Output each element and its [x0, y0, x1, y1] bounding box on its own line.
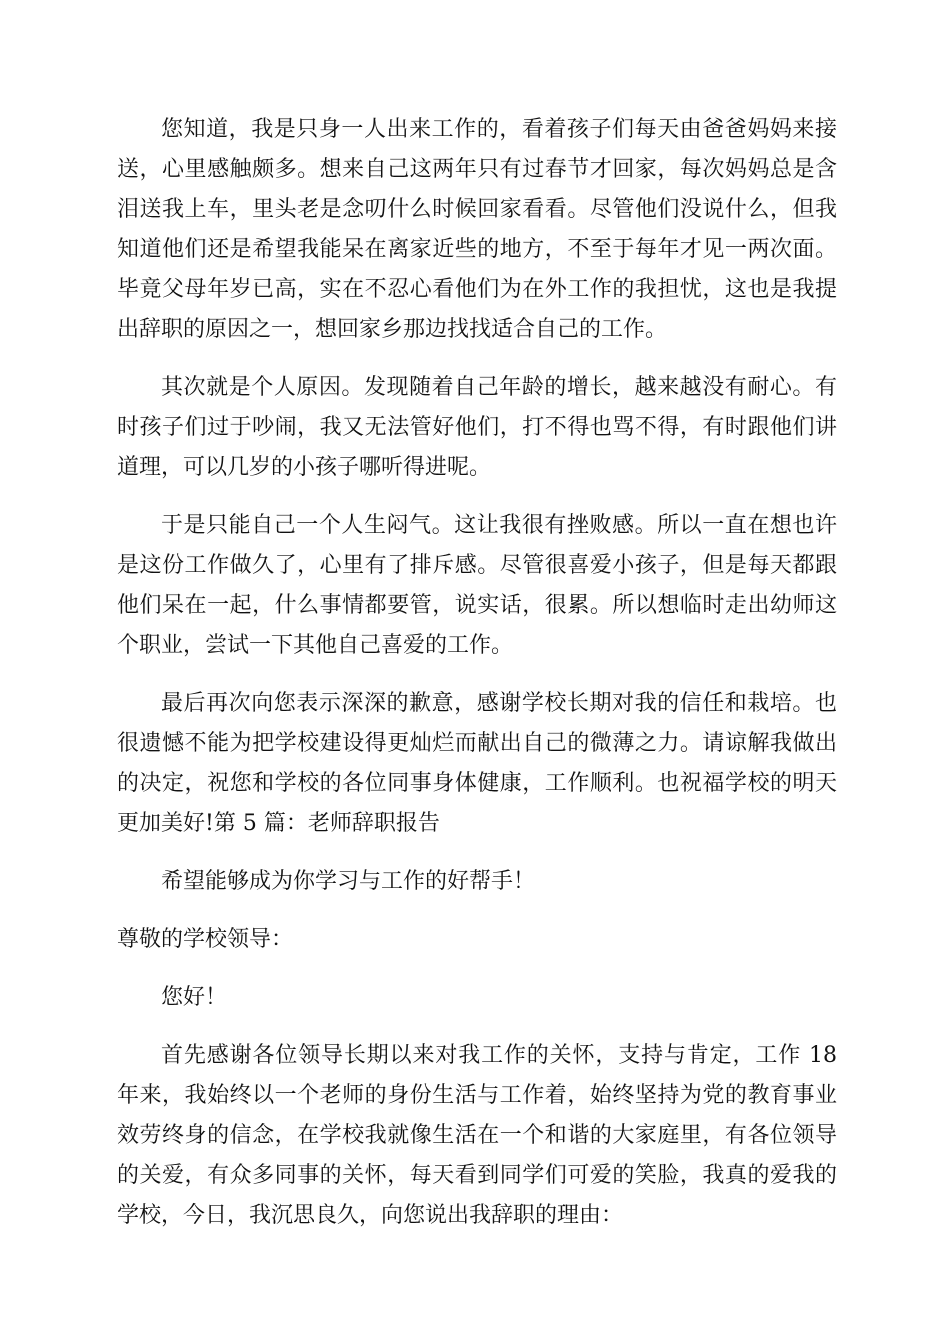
- paragraph-gratitude: 首先感谢各位领导长期以来对我工作的关怀，支持与肯定，工作 18 年来，我始终以一个老师的身份生活与工作着，始终坚持为党的教育事业效劳终身的信念，在学校我就像生活在一个和谐的大家庭里，有各位领导的关爱，有众多同事的关怀，每天看到同学们可爱的笑脸，我真的爱我的学校，今日，我沉思良久，向您说出我辞职的理由：: [117, 1043, 837, 1228]
- document-body: [117, 110, 837, 1254]
- paragraph-helper-note: 希望能够成为你学习与工作的好帮手！: [161, 869, 536, 894]
- paragraph-homesick: 您知道，我是只身一人出来工作的，看着孩子们每天由爸爸妈妈来接送，心里感触颇多。想来自己这两年只有过春节才回家，每次妈妈总是含泪送我上车，里头老是念叨什么时候回家看看。尽管他们没说什么，但我知道他们还是希望我能呆在离家近些的地方，不至于每年才见一两次面。毕竟父母年岁已高，实在不忍心看他们为在外工作的我担忧，这也是我提出辞职的原因之一，想回家乡那边找找适合自己的工作。: [117, 117, 837, 342]
- paragraph-apology: 最后再次向您表示深深的歉意，感谢学校长期对我的信任和栽培。也很遗憾不能为把学校建设得更灿烂而献出自己的微薄之力。请谅解我做出的决定，祝您和学校的各位同事身体健康，工作顺利。也祝福学校的明天更加美好!第 5 篇：老师辞职报告: [117, 691, 837, 836]
- paragraph-frustration: 于是只能自己一个人生闷气。这让我很有挫败感。所以一直在想也许是这份工作做久了，心里有了排斥感。尽管很喜爱小孩子，但是每天都跟他们呆在一起，什么事情都要管，说实话，很累。所以想临时走出幼师这个职业，尝试一下其他自己喜爱的工作。: [117, 513, 837, 658]
- greeting: 您好！: [161, 985, 228, 1010]
- paragraph-personal-reason: 其次就是个人原因。发现随着自己年龄的增长，越来越没有耐心。有时孩子们过于吵闹，我又无法管好他们，打不得也骂不得，有时跟他们讲道理，可以几岁的小孩子哪听得进呢。: [117, 375, 837, 480]
- salutation: 尊敬的学校领导：: [117, 927, 294, 952]
